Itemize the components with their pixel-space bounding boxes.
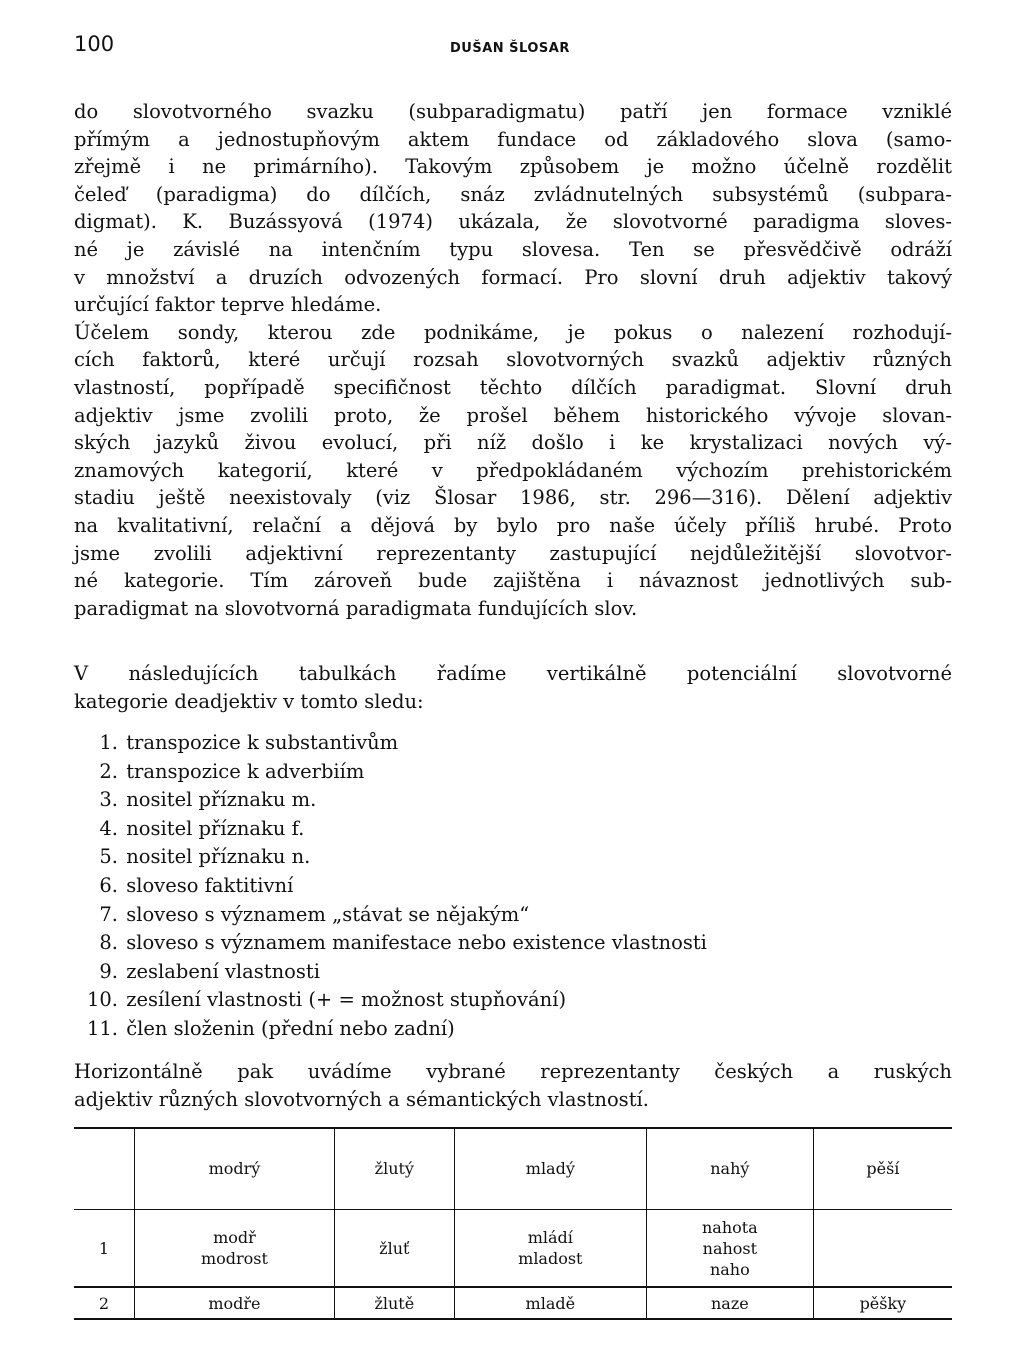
- text-line: V následujících tabulkách řadíme vertikálně potenciální slovotvorné: [74, 662, 952, 685]
- text-line: adjektiv různých slovotvorných a sémantických vlastností.: [74, 1087, 649, 1111]
- text-line: zřejmě i ne primárního). Takovým způsobem je možno účelně rozdělit: [74, 155, 952, 179]
- list-item: [74, 872, 707, 901]
- list-item: [74, 958, 707, 987]
- text-line: znamových kategorií, které v předpokládaném výchozím prehistorickém: [74, 458, 952, 482]
- list-item-text: sloveso s významem manifestace nebo existence vlastnosti: [120, 931, 707, 955]
- table-header-cell: modrý: [135, 1128, 335, 1210]
- list-item-number: 2.: [99, 759, 118, 783]
- text-line: přímým a jednostupňovým aktem fundace od základového slova (samo-: [74, 127, 952, 151]
- list-item-number: 6.: [99, 873, 118, 897]
- table-cell-word: mladost: [518, 1249, 583, 1268]
- text-line: cích faktorů, které určují rozsah slovotvorných svazků adjektiv různých: [74, 348, 952, 372]
- running-header-author: DUŠAN ŠLOSAR: [450, 41, 570, 56]
- list-item-number: 11.: [86, 1016, 118, 1040]
- table-cell-word: žlutě: [374, 1293, 415, 1313]
- text-line: kategorie deadjektiv v tomto sledu:: [74, 689, 424, 713]
- adjective-table: [74, 1127, 952, 1320]
- table-cell: [454, 1210, 646, 1288]
- text-line: né je závislé na intenčním typu slovesa. Ten se přesvědčivě odráží: [74, 237, 952, 261]
- text-line: do slovotvorného svazku (subparadigmatu) patří jen formace vzniklé: [74, 100, 952, 123]
- table-cell: [813, 1287, 952, 1319]
- list-item-text: sloveso faktitivní: [120, 873, 294, 897]
- table-cell: [646, 1210, 813, 1288]
- table-cell-word: modře: [208, 1293, 261, 1313]
- list-item-number: 7.: [99, 902, 118, 926]
- text-line: adjektiv jsme zvolili proto, že prošel během historického vývoje slovan-: [74, 403, 952, 427]
- text-line: v množství a druzích odvozených formací. Pro slovní druh adjektiv takový: [74, 265, 952, 289]
- list-item-text: zeslabení vlastnosti: [120, 959, 320, 983]
- list-item-text: transpozice k substantivům: [120, 731, 399, 754]
- text-line: určující faktor teprve hledáme.: [74, 293, 382, 317]
- text-line: né kategorie. Tím zároveň bude zajištěna i návaznost jednotlivých sub-: [74, 569, 952, 593]
- text-line: ských jazyků živou evolucí, při níž došlo i ke krystalizaci nových vý-: [74, 431, 952, 455]
- table-header-row: [74, 1128, 952, 1210]
- list-item-number: 5.: [99, 845, 118, 869]
- list-item-text: nositel příznaku f.: [120, 816, 305, 840]
- text-line: jsme zvolili adjektivní reprezentanty zastupující nejdůležitější slovotvor-: [74, 541, 952, 565]
- category-list: [74, 729, 707, 1044]
- table-corner-cell: [74, 1128, 135, 1210]
- table-cell-word: mládí: [527, 1228, 573, 1247]
- table-row-label: 2: [74, 1287, 135, 1319]
- table-cell: [454, 1287, 646, 1319]
- table-row: [74, 1210, 952, 1288]
- table-cell-word: naze: [710, 1293, 749, 1313]
- list-item: [74, 929, 707, 958]
- table-cell: [334, 1210, 454, 1288]
- table-cell-word: naho: [709, 1259, 750, 1279]
- paragraph-representatives: [74, 1058, 952, 1113]
- list-item-number: 3.: [99, 788, 118, 812]
- text-line: čeleď (paradigma) do dílčích, snáz zvládnutelných subsystémů (subpara-: [74, 182, 952, 206]
- table-row: [74, 1287, 952, 1319]
- paragraph-intro: [74, 98, 952, 622]
- table-header-cell: pěší: [813, 1128, 952, 1210]
- list-item-text: transpozice k adverbiím: [120, 759, 365, 783]
- table-header-cell: nahý: [646, 1128, 813, 1210]
- list-item: [74, 786, 707, 815]
- table-cell: [334, 1287, 454, 1319]
- text-line: paradigmat na slovotvorná paradigmata fundujících slov.: [74, 596, 638, 620]
- table-cell-word: modř: [213, 1228, 256, 1247]
- text-line: vlastností, popřípadě specifičnost těchto dílčích paradigmat. Slovní druh: [74, 375, 952, 399]
- text-line: Horizontálně pak uvádíme vybrané reprezentanty českých a ruských: [74, 1060, 952, 1083]
- list-item: [74, 986, 707, 1015]
- table-cell: [813, 1210, 952, 1288]
- list-item-number: 9.: [99, 959, 118, 983]
- list-item-number: 10.: [86, 988, 118, 1012]
- text-line: na kvalitativní, relační a dějová by bylo pro naše účely příliš hrubé. Proto: [74, 513, 952, 537]
- list-item: [74, 815, 707, 844]
- page-number: 100: [74, 32, 115, 56]
- table-header-cell: žlutý: [334, 1128, 454, 1210]
- text-line: Účelem sondy, kterou zde podnikáme, je pokus o nalezení rozhodují-: [74, 320, 952, 344]
- table-cell: [646, 1287, 813, 1319]
- paragraph-categories-intro: [74, 660, 952, 715]
- list-item: [74, 758, 707, 787]
- list-item-number: 4.: [99, 816, 118, 840]
- table-cell-word: nahost: [702, 1238, 758, 1258]
- table-cell-word: pěšky: [859, 1293, 907, 1313]
- text-line: digmat). K. Buzássyová (1974) ukázala, že slovotvorné paradigma sloves-: [74, 210, 952, 234]
- list-item-text: nositel příznaku n.: [120, 845, 311, 869]
- table-cell-word: mladě: [525, 1293, 576, 1313]
- list-item-text: sloveso s významem „stávat se nějakým“: [120, 902, 530, 926]
- list-item-text: zesílení vlastnosti (+ = možnost stupňování): [120, 988, 567, 1012]
- table-cell-word: nahota: [701, 1217, 758, 1237]
- list-item-number: 8.: [99, 931, 118, 955]
- text-line: stadiu ještě neexistovaly (viz Šlosar 1986, str. 296—316). Dělení adjektiv: [74, 486, 952, 510]
- list-item-number: 1.: [99, 731, 118, 754]
- table-header-cell: mladý: [454, 1128, 646, 1210]
- list-item: [74, 843, 707, 872]
- list-item-text: člen složenin (přední nebo zadní): [120, 1016, 455, 1040]
- table-row-label: 1: [74, 1210, 135, 1288]
- table-cell: [135, 1287, 335, 1319]
- table-cell: [135, 1210, 335, 1288]
- list-item: [74, 729, 707, 758]
- list-item: [74, 1015, 707, 1044]
- table-cell-word: modrost: [200, 1249, 268, 1268]
- list-item-text: nositel příznaku m.: [120, 788, 317, 812]
- list-item: [74, 901, 707, 930]
- table-cell-word: žluť: [379, 1238, 410, 1258]
